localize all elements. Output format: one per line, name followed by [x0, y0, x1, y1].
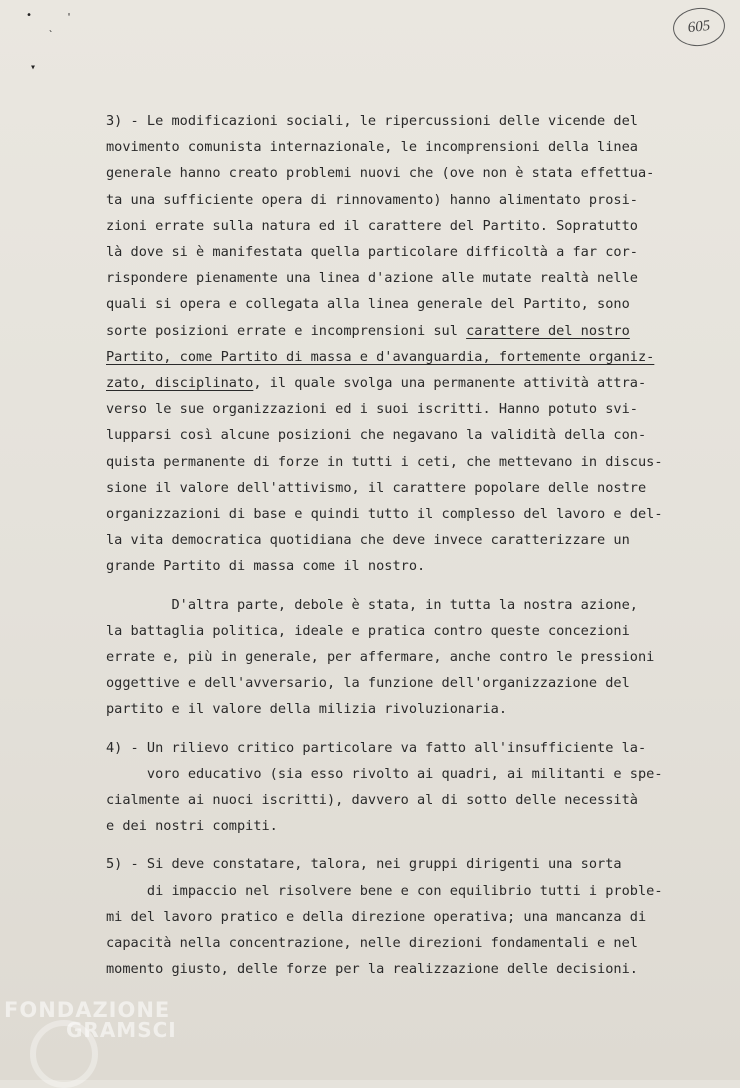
- text-segment: organizzazioni di base e quindi tutto il complesso del lavoro e del-: [106, 506, 663, 523]
- text-line: [106, 644, 706, 670]
- text-segment: errate e, più in generale, per affermare, anche contro le pressioni: [106, 649, 655, 666]
- watermark-line-2: GRAMSCI: [66, 1018, 177, 1042]
- text-line: [106, 813, 706, 839]
- text-line: [106, 670, 706, 696]
- text-line: [106, 761, 706, 787]
- text-line: [106, 696, 706, 722]
- text-line: [106, 735, 706, 761]
- text-line: [106, 134, 706, 160]
- text-segment: lupparsi così alcune posizioni che negavano la validità della con-: [106, 427, 647, 444]
- text-segment: ta una sufficiente opera di rinnovamento) hanno alimentato prosi-: [106, 191, 638, 208]
- text-line: [106, 187, 706, 213]
- text-segment: grande Partito di massa come il nostro.: [106, 558, 426, 575]
- underlined-text: zato, disciplinato: [106, 375, 254, 392]
- text-line: [106, 370, 706, 396]
- text-segment: 3) - Le modificazioni sociali, le ripercussioni delle vicende del: [106, 113, 638, 129]
- margin-mark: ▾: [30, 62, 37, 73]
- text-segment: di impaccio nel risolvere bene e con equilibrio tutti i proble-: [106, 882, 663, 899]
- text-segment: là dove si è manifestata quella particolare difficoltà a far cor-: [106, 244, 638, 261]
- text-line: [106, 851, 706, 877]
- text-line: [106, 344, 706, 370]
- text-line: [106, 318, 706, 344]
- text-line: [106, 422, 706, 448]
- text-segment: , il quale svolga una permanente attività attra-: [253, 375, 647, 392]
- watermark-line-1: FONDAZIONE: [4, 998, 171, 1022]
- text-line: [106, 213, 706, 239]
- margin-mark: •: [26, 10, 33, 21]
- text-line: [106, 160, 706, 186]
- text-segment: movimento comunista internazionale, le incomprensioni della linea: [106, 139, 638, 156]
- text-line: [106, 108, 706, 134]
- text-segment: rispondere pienamente una linea d'azione alle mutate realtà nelle: [106, 270, 638, 287]
- text-segment: la vita democratica quotidiana che deve invece caratterizzare un: [106, 532, 630, 549]
- text-segment: sione il valore dell'attivismo, il carattere popolare delle nostre: [106, 479, 647, 496]
- margin-mark: ': [66, 12, 73, 23]
- watermark: [4, 998, 177, 1042]
- text-segment: momento giusto, delle forze per la realizzazione delle decisioni.: [106, 961, 638, 978]
- text-line: [106, 475, 706, 501]
- text-line: [106, 501, 706, 527]
- text-line: [106, 553, 706, 579]
- text-segment: la battaglia politica, ideale e pratica contro queste concezioni: [106, 622, 630, 639]
- page-number-stamp: 605: [671, 5, 727, 48]
- text-segment: capacità nella concentrazione, nelle direzioni fondamentali e nel: [106, 935, 638, 952]
- text-line: [106, 239, 706, 265]
- text-segment: mi del lavoro pratico e della direzione operativa; una mancanza di: [106, 908, 647, 925]
- text-segment: oggettive e dell'avversario, la funzione dell'organizzazione del: [106, 675, 630, 692]
- text-segment: quali si opera e collegata alla linea generale del Partito, sono: [106, 296, 630, 313]
- text-line: [106, 449, 706, 475]
- typewritten-text: [106, 108, 706, 983]
- text-line: [106, 527, 706, 553]
- text-line: [106, 930, 706, 956]
- text-line: [106, 878, 706, 904]
- paragraph: [106, 851, 706, 982]
- text-segment: partito e il valore della milizia rivoluzionaria.: [106, 701, 508, 718]
- margin-mark: `: [48, 30, 55, 41]
- underlined-text: carattere del nostro: [466, 322, 630, 339]
- text-segment: voro educativo (sia esso rivolto ai quadri, ai militanti e spe-: [106, 765, 663, 782]
- text-segment: zioni errate sulla natura ed il carattere del Partito. Sopratutto: [106, 217, 638, 234]
- text-line: [106, 904, 706, 930]
- text-segment: generale hanno creato problemi nuovi che (ove non è stata effettua-: [106, 165, 655, 182]
- text-segment: e dei nostri compiti.: [106, 818, 278, 835]
- text-segment: sorte posizioni errate e incomprensioni sul: [106, 322, 467, 339]
- text-line: [106, 396, 706, 422]
- paragraph: [106, 592, 706, 723]
- text-line: [106, 291, 706, 317]
- paragraph: [106, 108, 706, 580]
- paragraph: [106, 735, 706, 840]
- text-segment: verso le sue organizzazioni ed i suoi iscritti. Hanno potuto svi-: [106, 401, 638, 418]
- text-line: [106, 618, 706, 644]
- text-segment: cialmente ai nuoci iscritti), davvero al di sotto delle necessità: [106, 792, 638, 809]
- text-line: [106, 956, 706, 982]
- text-segment: D'altra parte, debole è stata, in tutta la nostra azione,: [106, 596, 638, 613]
- text-line: [106, 787, 706, 813]
- text-segment: quista permanente di forze in tutti i ceti, che mettevano in discus-: [106, 453, 663, 470]
- text-line: [106, 592, 706, 618]
- underlined-text: Partito, come Partito di massa e d'avanguardia, fortemente organiz-: [106, 348, 655, 365]
- text-segment: 5) - Si deve constatare, talora, nei gruppi dirigenti una sorta: [106, 856, 622, 873]
- text-line: [106, 265, 706, 291]
- text-segment: 4) - Un rilievo critico particolare va fatto all'insufficiente la-: [106, 739, 647, 756]
